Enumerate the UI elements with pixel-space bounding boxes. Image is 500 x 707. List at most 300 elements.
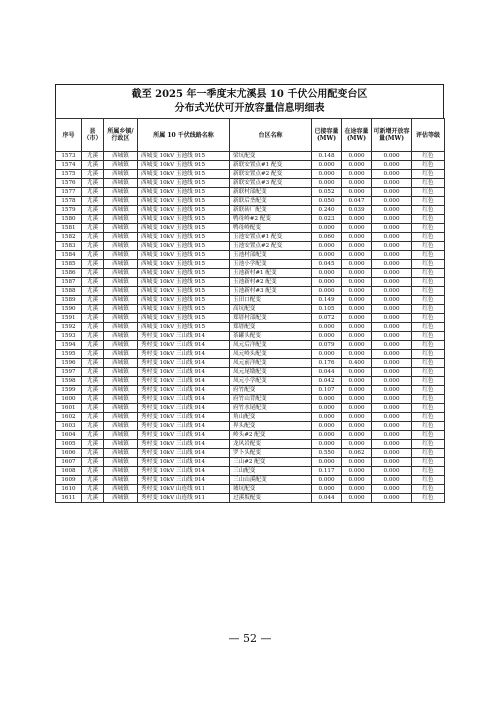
rating-cell: 红色 bbox=[412, 215, 445, 224]
township-cell: 西城镇 bbox=[104, 269, 138, 278]
capacity-table bbox=[55, 118, 445, 503]
township-cell: 西城镇 bbox=[104, 431, 138, 440]
table-row bbox=[56, 152, 445, 161]
pending-capacity-cell: 0.000 bbox=[342, 458, 372, 467]
pending-capacity-cell: 0.000 bbox=[342, 224, 372, 233]
line-name-cell: 西城变 10kV 玉池线 915 bbox=[138, 197, 230, 206]
connected-capacity-cell: 0.000 bbox=[312, 287, 342, 296]
row-number-cell: 1586 bbox=[56, 269, 82, 278]
pending-capacity-cell: 0.000 bbox=[342, 431, 372, 440]
row-number-cell: 1598 bbox=[56, 377, 82, 386]
station-name-cell: 茶罐头配变 bbox=[230, 332, 312, 341]
connected-capacity-cell: 0.000 bbox=[312, 224, 342, 233]
county-cell: 尤溪 bbox=[82, 278, 104, 287]
table-row bbox=[56, 341, 445, 350]
connected-capacity-cell: 0.000 bbox=[312, 422, 342, 431]
township-cell: 西城镇 bbox=[104, 350, 138, 359]
available-capacity-cell: 0.000 bbox=[372, 206, 412, 215]
county-cell: 尤溪 bbox=[82, 269, 104, 278]
table-row bbox=[56, 314, 445, 323]
county-cell: 尤溪 bbox=[82, 179, 104, 188]
station-name-cell: 三山#2 配变 bbox=[230, 458, 312, 467]
line-name-cell: 西城变 10kV 玉池线 915 bbox=[138, 269, 230, 278]
row-number-cell: 1576 bbox=[56, 179, 82, 188]
rating-cell: 红色 bbox=[412, 431, 445, 440]
pending-capacity-cell: 0.000 bbox=[342, 413, 372, 422]
station-name-cell: 府竹水尾配变 bbox=[230, 404, 312, 413]
county-cell: 尤溪 bbox=[82, 233, 104, 242]
connected-capacity-cell: 0.044 bbox=[312, 494, 342, 503]
station-name-cell: 墟坑配变 bbox=[230, 485, 312, 494]
rating-cell: 红色 bbox=[412, 341, 445, 350]
rating-cell: 红色 bbox=[412, 278, 445, 287]
line-name-cell: 西城变 10kV 玉池线 915 bbox=[138, 161, 230, 170]
connected-capacity-cell: 0.050 bbox=[312, 197, 342, 206]
pending-capacity-cell: 0.000 bbox=[342, 161, 372, 170]
pending-capacity-cell: 0.000 bbox=[342, 278, 372, 287]
township-cell: 西城镇 bbox=[104, 287, 138, 296]
township-cell: 西城镇 bbox=[104, 260, 138, 269]
line-name-cell: 西城变 10kV 玉池线 915 bbox=[138, 305, 230, 314]
connected-capacity-cell: 0.079 bbox=[312, 341, 342, 350]
row-number-cell: 1588 bbox=[56, 287, 82, 296]
station-name-cell: 玉田口配变 bbox=[230, 296, 312, 305]
township-cell: 西城镇 bbox=[104, 476, 138, 485]
table-row bbox=[56, 179, 445, 188]
available-capacity-cell: 0.000 bbox=[372, 422, 412, 431]
available-capacity-cell: 0.000 bbox=[372, 476, 412, 485]
rating-cell: 红色 bbox=[412, 287, 445, 296]
row-number-cell: 1577 bbox=[56, 188, 82, 197]
rating-cell: 红色 bbox=[412, 305, 445, 314]
line-name-cell: 西城变 10kV 玉池线 915 bbox=[138, 323, 230, 332]
line-name-cell: 西城变 10kV 玉池线 915 bbox=[138, 206, 230, 215]
pending-capacity-cell: 0.000 bbox=[342, 242, 372, 251]
line-name-cell: 秀村变 10kV 三山线 914 bbox=[138, 404, 230, 413]
table-row bbox=[56, 350, 445, 359]
row-number-cell: 1590 bbox=[56, 305, 82, 314]
table-row bbox=[56, 269, 445, 278]
available-capacity-cell: 0.000 bbox=[372, 233, 412, 242]
township-cell: 西城镇 bbox=[104, 323, 138, 332]
table-row bbox=[56, 296, 445, 305]
rating-cell: 红色 bbox=[412, 458, 445, 467]
table-row bbox=[56, 494, 445, 503]
table-row bbox=[56, 485, 445, 494]
table-row bbox=[56, 413, 445, 422]
table-row bbox=[56, 377, 445, 386]
county-cell: 尤溪 bbox=[82, 395, 104, 404]
row-number-cell: 1587 bbox=[56, 278, 82, 287]
line-name-cell: 秀村变 10kV 三山线 914 bbox=[138, 368, 230, 377]
township-cell: 西城镇 bbox=[104, 251, 138, 260]
line-name-cell: 秀村变 10kV 三山线 914 bbox=[138, 413, 230, 422]
available-capacity-cell: 0.000 bbox=[372, 197, 412, 206]
available-capacity-cell: 0.000 bbox=[372, 494, 412, 503]
line-name-cell: 秀村变 10kV 三山线 914 bbox=[138, 467, 230, 476]
station-name-cell: 鸭母岭#2 配变 bbox=[230, 215, 312, 224]
header-cell: 所属 10 千伏线路名称 bbox=[138, 119, 230, 152]
line-name-cell: 西城变 10kV 玉池线 915 bbox=[138, 314, 230, 323]
table-row bbox=[56, 170, 445, 179]
pending-capacity-cell: 0.000 bbox=[342, 350, 372, 359]
connected-capacity-cell: 0.000 bbox=[312, 161, 342, 170]
connected-capacity-cell: 0.000 bbox=[312, 323, 342, 332]
county-cell: 尤溪 bbox=[82, 494, 104, 503]
line-name-cell: 西城变 10kV 玉池线 915 bbox=[138, 215, 230, 224]
header-cell: 已接容量(MW) bbox=[312, 119, 342, 152]
county-cell: 尤溪 bbox=[82, 359, 104, 368]
connected-capacity-cell: 0.072 bbox=[312, 314, 342, 323]
table-row bbox=[56, 197, 445, 206]
available-capacity-cell: 0.000 bbox=[372, 386, 412, 395]
station-name-cell: 高坑配变 bbox=[230, 305, 312, 314]
header-cell: 可新增开放容量(MW) bbox=[372, 119, 412, 152]
table-row bbox=[56, 368, 445, 377]
rating-cell: 红色 bbox=[412, 413, 445, 422]
available-capacity-cell: 0.000 bbox=[372, 215, 412, 224]
station-name-cell: 三山山溪配变 bbox=[230, 476, 312, 485]
available-capacity-cell: 0.000 bbox=[372, 440, 412, 449]
station-name-cell: 凤元前洋配变 bbox=[230, 359, 312, 368]
rating-cell: 红色 bbox=[412, 395, 445, 404]
rating-cell: 红色 bbox=[412, 350, 445, 359]
township-cell: 西城镇 bbox=[104, 224, 138, 233]
county-cell: 尤溪 bbox=[82, 188, 104, 197]
station-name-cell: 玉池安置点#1 配变 bbox=[230, 233, 312, 242]
county-cell: 尤溪 bbox=[82, 206, 104, 215]
available-capacity-cell: 0.000 bbox=[372, 458, 412, 467]
pending-capacity-cell: 0.000 bbox=[342, 260, 372, 269]
county-cell: 尤溪 bbox=[82, 440, 104, 449]
township-cell: 西城镇 bbox=[104, 233, 138, 242]
available-capacity-cell: 0.000 bbox=[372, 377, 412, 386]
county-cell: 尤溪 bbox=[82, 431, 104, 440]
available-capacity-cell: 0.000 bbox=[372, 170, 412, 179]
station-name-cell: 鸭母岭配变 bbox=[230, 224, 312, 233]
township-cell: 西城镇 bbox=[104, 467, 138, 476]
rating-cell: 红色 bbox=[412, 494, 445, 503]
rating-cell: 红色 bbox=[412, 224, 445, 233]
pending-capacity-cell: 0.000 bbox=[342, 395, 372, 404]
connected-capacity-cell: 0.000 bbox=[312, 395, 342, 404]
rating-cell: 红色 bbox=[412, 314, 445, 323]
county-cell: 尤溪 bbox=[82, 215, 104, 224]
connected-capacity-cell: 0.000 bbox=[312, 431, 342, 440]
pending-capacity-cell: 0.000 bbox=[342, 485, 372, 494]
page-number: — 52 — bbox=[228, 632, 272, 645]
station-name-cell: 角山配变 bbox=[230, 413, 312, 422]
connected-capacity-cell: 0.000 bbox=[312, 179, 342, 188]
row-number-cell: 1581 bbox=[56, 224, 82, 233]
available-capacity-cell: 0.000 bbox=[372, 404, 412, 413]
row-number-cell: 1592 bbox=[56, 323, 82, 332]
county-cell: 尤溪 bbox=[82, 296, 104, 305]
table-row bbox=[56, 440, 445, 449]
township-cell: 西城镇 bbox=[104, 179, 138, 188]
available-capacity-cell: 0.000 bbox=[372, 332, 412, 341]
title-line-1: 截至 2025 年一季度末尤溪县 10 千伏公用配变台区 bbox=[131, 89, 368, 100]
pending-capacity-cell: 0.000 bbox=[342, 323, 372, 332]
township-cell: 西城镇 bbox=[104, 305, 138, 314]
rating-cell: 红色 bbox=[412, 251, 445, 260]
township-cell: 西城镇 bbox=[104, 413, 138, 422]
township-cell: 西城镇 bbox=[104, 161, 138, 170]
station-name-cell: 玉池村部配变 bbox=[230, 251, 312, 260]
pending-capacity-cell: 0.000 bbox=[342, 170, 372, 179]
county-cell: 尤溪 bbox=[82, 413, 104, 422]
pending-capacity-cell: 0.000 bbox=[342, 341, 372, 350]
rating-cell: 红色 bbox=[412, 188, 445, 197]
rating-cell: 红色 bbox=[412, 296, 445, 305]
line-name-cell: 西城变 10kV 玉池线 915 bbox=[138, 188, 230, 197]
station-name-cell: 玉池新村#3 配变 bbox=[230, 287, 312, 296]
connected-capacity-cell: 0.000 bbox=[312, 476, 342, 485]
available-capacity-cell: 0.000 bbox=[372, 323, 412, 332]
connected-capacity-cell: 0.000 bbox=[312, 413, 342, 422]
county-cell: 尤溪 bbox=[82, 467, 104, 476]
township-cell: 西城镇 bbox=[104, 278, 138, 287]
rating-cell: 红色 bbox=[412, 467, 445, 476]
connected-capacity-cell: 0.000 bbox=[312, 350, 342, 359]
table-row bbox=[56, 467, 445, 476]
row-number-cell: 1584 bbox=[56, 251, 82, 260]
pending-capacity-cell: 0.000 bbox=[342, 467, 372, 476]
line-name-cell: 秀村变 10kV 三山线 914 bbox=[138, 440, 230, 449]
county-cell: 尤溪 bbox=[82, 242, 104, 251]
row-number-cell: 1596 bbox=[56, 359, 82, 368]
station-name-cell: 府竹山背配变 bbox=[230, 395, 312, 404]
rating-cell: 红色 bbox=[412, 170, 445, 179]
rating-cell: 红色 bbox=[412, 233, 445, 242]
station-name-cell: 新联安置点#2 配变 bbox=[230, 170, 312, 179]
county-cell: 尤溪 bbox=[82, 350, 104, 359]
county-cell: 尤溪 bbox=[82, 314, 104, 323]
line-name-cell: 秀村变 10kV 三山线 914 bbox=[138, 350, 230, 359]
township-cell: 西城镇 bbox=[104, 215, 138, 224]
township-cell: 西城镇 bbox=[104, 359, 138, 368]
line-name-cell: 秀村变 10kV 三山线 914 bbox=[138, 332, 230, 341]
pending-capacity-cell: 0.047 bbox=[342, 197, 372, 206]
table-row bbox=[56, 224, 445, 233]
line-name-cell: 西城变 10kV 玉池线 915 bbox=[138, 179, 230, 188]
header-cell: 县（市） bbox=[82, 119, 104, 152]
township-cell: 西城镇 bbox=[104, 296, 138, 305]
table-row bbox=[56, 233, 445, 242]
connected-capacity-cell: 0.117 bbox=[312, 467, 342, 476]
available-capacity-cell: 0.000 bbox=[372, 242, 412, 251]
connected-capacity-cell: 0.052 bbox=[312, 188, 342, 197]
line-name-cell: 西城变 10kV 玉池线 915 bbox=[138, 251, 230, 260]
station-name-cell: 玉池小学配变 bbox=[230, 260, 312, 269]
line-name-cell: 秀村变 10kV 三山线 914 bbox=[138, 449, 230, 458]
station-name-cell: 凤元后洋配变 bbox=[230, 341, 312, 350]
county-cell: 尤溪 bbox=[82, 152, 104, 161]
line-name-cell: 秀村变 10kV 三山线 914 bbox=[138, 386, 230, 395]
pending-capacity-cell: 0.062 bbox=[342, 449, 372, 458]
county-cell: 尤溪 bbox=[82, 251, 104, 260]
station-name-cell: 新联安置点#3 配变 bbox=[230, 179, 312, 188]
county-cell: 尤溪 bbox=[82, 260, 104, 269]
table-row bbox=[56, 422, 445, 431]
rating-cell: 红色 bbox=[412, 440, 445, 449]
row-number-cell: 1610 bbox=[56, 485, 82, 494]
connected-capacity-cell: 0.105 bbox=[312, 305, 342, 314]
station-name-cell: 过溪坂配变 bbox=[230, 494, 312, 503]
table-row bbox=[56, 323, 445, 332]
station-name-cell: 郑厝配变 bbox=[230, 323, 312, 332]
station-name-cell: 新联安置点#1 配变 bbox=[230, 161, 312, 170]
connected-capacity-cell: 0.176 bbox=[312, 359, 342, 368]
available-capacity-cell: 0.000 bbox=[372, 278, 412, 287]
connected-capacity-cell: 0.550 bbox=[312, 449, 342, 458]
township-cell: 西城镇 bbox=[104, 170, 138, 179]
row-number-cell: 1582 bbox=[56, 233, 82, 242]
available-capacity-cell: 0.000 bbox=[372, 296, 412, 305]
station-name-cell: 龙风岩配变 bbox=[230, 440, 312, 449]
township-cell: 西城镇 bbox=[104, 341, 138, 350]
line-name-cell: 西城变 10kV 玉池线 915 bbox=[138, 242, 230, 251]
header-cell: 序号 bbox=[56, 119, 82, 152]
header-row bbox=[56, 119, 445, 152]
table-row bbox=[56, 251, 445, 260]
connected-capacity-cell: 0.000 bbox=[312, 404, 342, 413]
rating-cell: 红色 bbox=[412, 161, 445, 170]
line-name-cell: 秀村变 10kV 三山线 914 bbox=[138, 422, 230, 431]
available-capacity-cell: 0.000 bbox=[372, 341, 412, 350]
township-cell: 西城镇 bbox=[104, 485, 138, 494]
table-row bbox=[56, 161, 445, 170]
township-cell: 西城镇 bbox=[104, 242, 138, 251]
available-capacity-cell: 0.000 bbox=[372, 350, 412, 359]
pending-capacity-cell: 0.000 bbox=[342, 251, 372, 260]
township-cell: 西城镇 bbox=[104, 377, 138, 386]
line-name-cell: 秀村变 10kV 三山线 914 bbox=[138, 359, 230, 368]
available-capacity-cell: 0.000 bbox=[372, 485, 412, 494]
row-number-cell: 1607 bbox=[56, 458, 82, 467]
connected-capacity-cell: 0.000 bbox=[312, 458, 342, 467]
row-number-cell: 1593 bbox=[56, 332, 82, 341]
county-cell: 尤溪 bbox=[82, 404, 104, 413]
table-row bbox=[56, 404, 445, 413]
available-capacity-cell: 0.000 bbox=[372, 260, 412, 269]
pending-capacity-cell: 0.000 bbox=[342, 188, 372, 197]
connected-capacity-cell: 0.149 bbox=[312, 296, 342, 305]
station-name-cell: 玉池新村#2 配变 bbox=[230, 278, 312, 287]
line-name-cell: 西城变 10kV 玉池线 915 bbox=[138, 224, 230, 233]
table-row bbox=[56, 278, 445, 287]
pending-capacity-cell: 0.000 bbox=[342, 404, 372, 413]
county-cell: 尤溪 bbox=[82, 422, 104, 431]
row-number-cell: 1579 bbox=[56, 206, 82, 215]
available-capacity-cell: 0.000 bbox=[372, 269, 412, 278]
line-name-cell: 秀村变 10kV 三山线 914 bbox=[138, 377, 230, 386]
county-cell: 尤溪 bbox=[82, 458, 104, 467]
rating-cell: 红色 bbox=[412, 485, 445, 494]
row-number-cell: 1583 bbox=[56, 242, 82, 251]
line-name-cell: 秀村变 10kV 三山线 914 bbox=[138, 431, 230, 440]
row-number-cell: 1601 bbox=[56, 404, 82, 413]
township-cell: 西城镇 bbox=[104, 458, 138, 467]
pending-capacity-cell: 0.000 bbox=[342, 368, 372, 377]
connected-capacity-cell: 0.023 bbox=[312, 215, 342, 224]
row-number-cell: 1573 bbox=[56, 152, 82, 161]
county-cell: 尤溪 bbox=[82, 449, 104, 458]
county-cell: 尤溪 bbox=[82, 377, 104, 386]
county-cell: 尤溪 bbox=[82, 368, 104, 377]
row-number-cell: 1599 bbox=[56, 386, 82, 395]
available-capacity-cell: 0.000 bbox=[372, 251, 412, 260]
station-name-cell: 玉池安置点#2 配变 bbox=[230, 242, 312, 251]
rating-cell: 红色 bbox=[412, 377, 445, 386]
row-number-cell: 1609 bbox=[56, 476, 82, 485]
row-number-cell: 1603 bbox=[56, 422, 82, 431]
row-number-cell: 1602 bbox=[56, 413, 82, 422]
available-capacity-cell: 0.000 bbox=[372, 395, 412, 404]
table-row bbox=[56, 206, 445, 215]
line-name-cell: 西城变 10kV 玉池线 915 bbox=[138, 170, 230, 179]
line-name-cell: 西城变 10kV 玉池线 915 bbox=[138, 233, 230, 242]
row-number-cell: 1591 bbox=[56, 314, 82, 323]
station-name-cell: 凤元尾墩配变 bbox=[230, 368, 312, 377]
row-number-cell: 1575 bbox=[56, 170, 82, 179]
pending-capacity-cell: 0.000 bbox=[342, 332, 372, 341]
available-capacity-cell: 0.000 bbox=[372, 161, 412, 170]
available-capacity-cell: 0.000 bbox=[372, 449, 412, 458]
station-name-cell: 罗卜头配变 bbox=[230, 449, 312, 458]
pending-capacity-cell: 0.000 bbox=[342, 152, 372, 161]
line-name-cell: 西城变 10kV 玉池线 915 bbox=[138, 152, 230, 161]
available-capacity-cell: 0.000 bbox=[372, 413, 412, 422]
rating-cell: 红色 bbox=[412, 332, 445, 341]
pending-capacity-cell: 0.000 bbox=[342, 296, 372, 305]
table-row bbox=[56, 332, 445, 341]
row-number-cell: 1600 bbox=[56, 395, 82, 404]
station-name-cell: 三山配变 bbox=[230, 467, 312, 476]
pending-capacity-cell: 0.000 bbox=[342, 233, 372, 242]
table-row bbox=[56, 476, 445, 485]
connected-capacity-cell: 0.000 bbox=[312, 269, 342, 278]
line-name-cell: 秀村变 10kV 三山线 914 bbox=[138, 341, 230, 350]
line-name-cell: 西城变 10kV 玉池线 915 bbox=[138, 278, 230, 287]
pending-capacity-cell: 0.000 bbox=[342, 215, 372, 224]
row-number-cell: 1604 bbox=[56, 431, 82, 440]
pending-capacity-cell: 0.000 bbox=[342, 476, 372, 485]
connected-capacity-cell: 0.000 bbox=[312, 485, 342, 494]
township-cell: 西城镇 bbox=[104, 422, 138, 431]
rating-cell: 红色 bbox=[412, 179, 445, 188]
township-cell: 西城镇 bbox=[104, 332, 138, 341]
row-number-cell: 1574 bbox=[56, 161, 82, 170]
table-row bbox=[56, 287, 445, 296]
table-title bbox=[55, 84, 444, 118]
available-capacity-cell: 0.000 bbox=[372, 224, 412, 233]
line-name-cell: 西城变 10kV 玉池线 915 bbox=[138, 260, 230, 269]
rating-cell: 红色 bbox=[412, 422, 445, 431]
station-name-cell: 新联村部配变 bbox=[230, 188, 312, 197]
township-cell: 西城镇 bbox=[104, 206, 138, 215]
county-cell: 尤溪 bbox=[82, 476, 104, 485]
pending-capacity-cell: 0.039 bbox=[342, 206, 372, 215]
pending-capacity-cell: 0.000 bbox=[342, 440, 372, 449]
rating-cell: 红色 bbox=[412, 206, 445, 215]
connected-capacity-cell: 0.042 bbox=[312, 377, 342, 386]
township-cell: 西城镇 bbox=[104, 188, 138, 197]
row-number-cell: 1605 bbox=[56, 440, 82, 449]
township-cell: 西城镇 bbox=[104, 368, 138, 377]
connected-capacity-cell: 0.060 bbox=[312, 233, 342, 242]
township-cell: 西城镇 bbox=[104, 314, 138, 323]
